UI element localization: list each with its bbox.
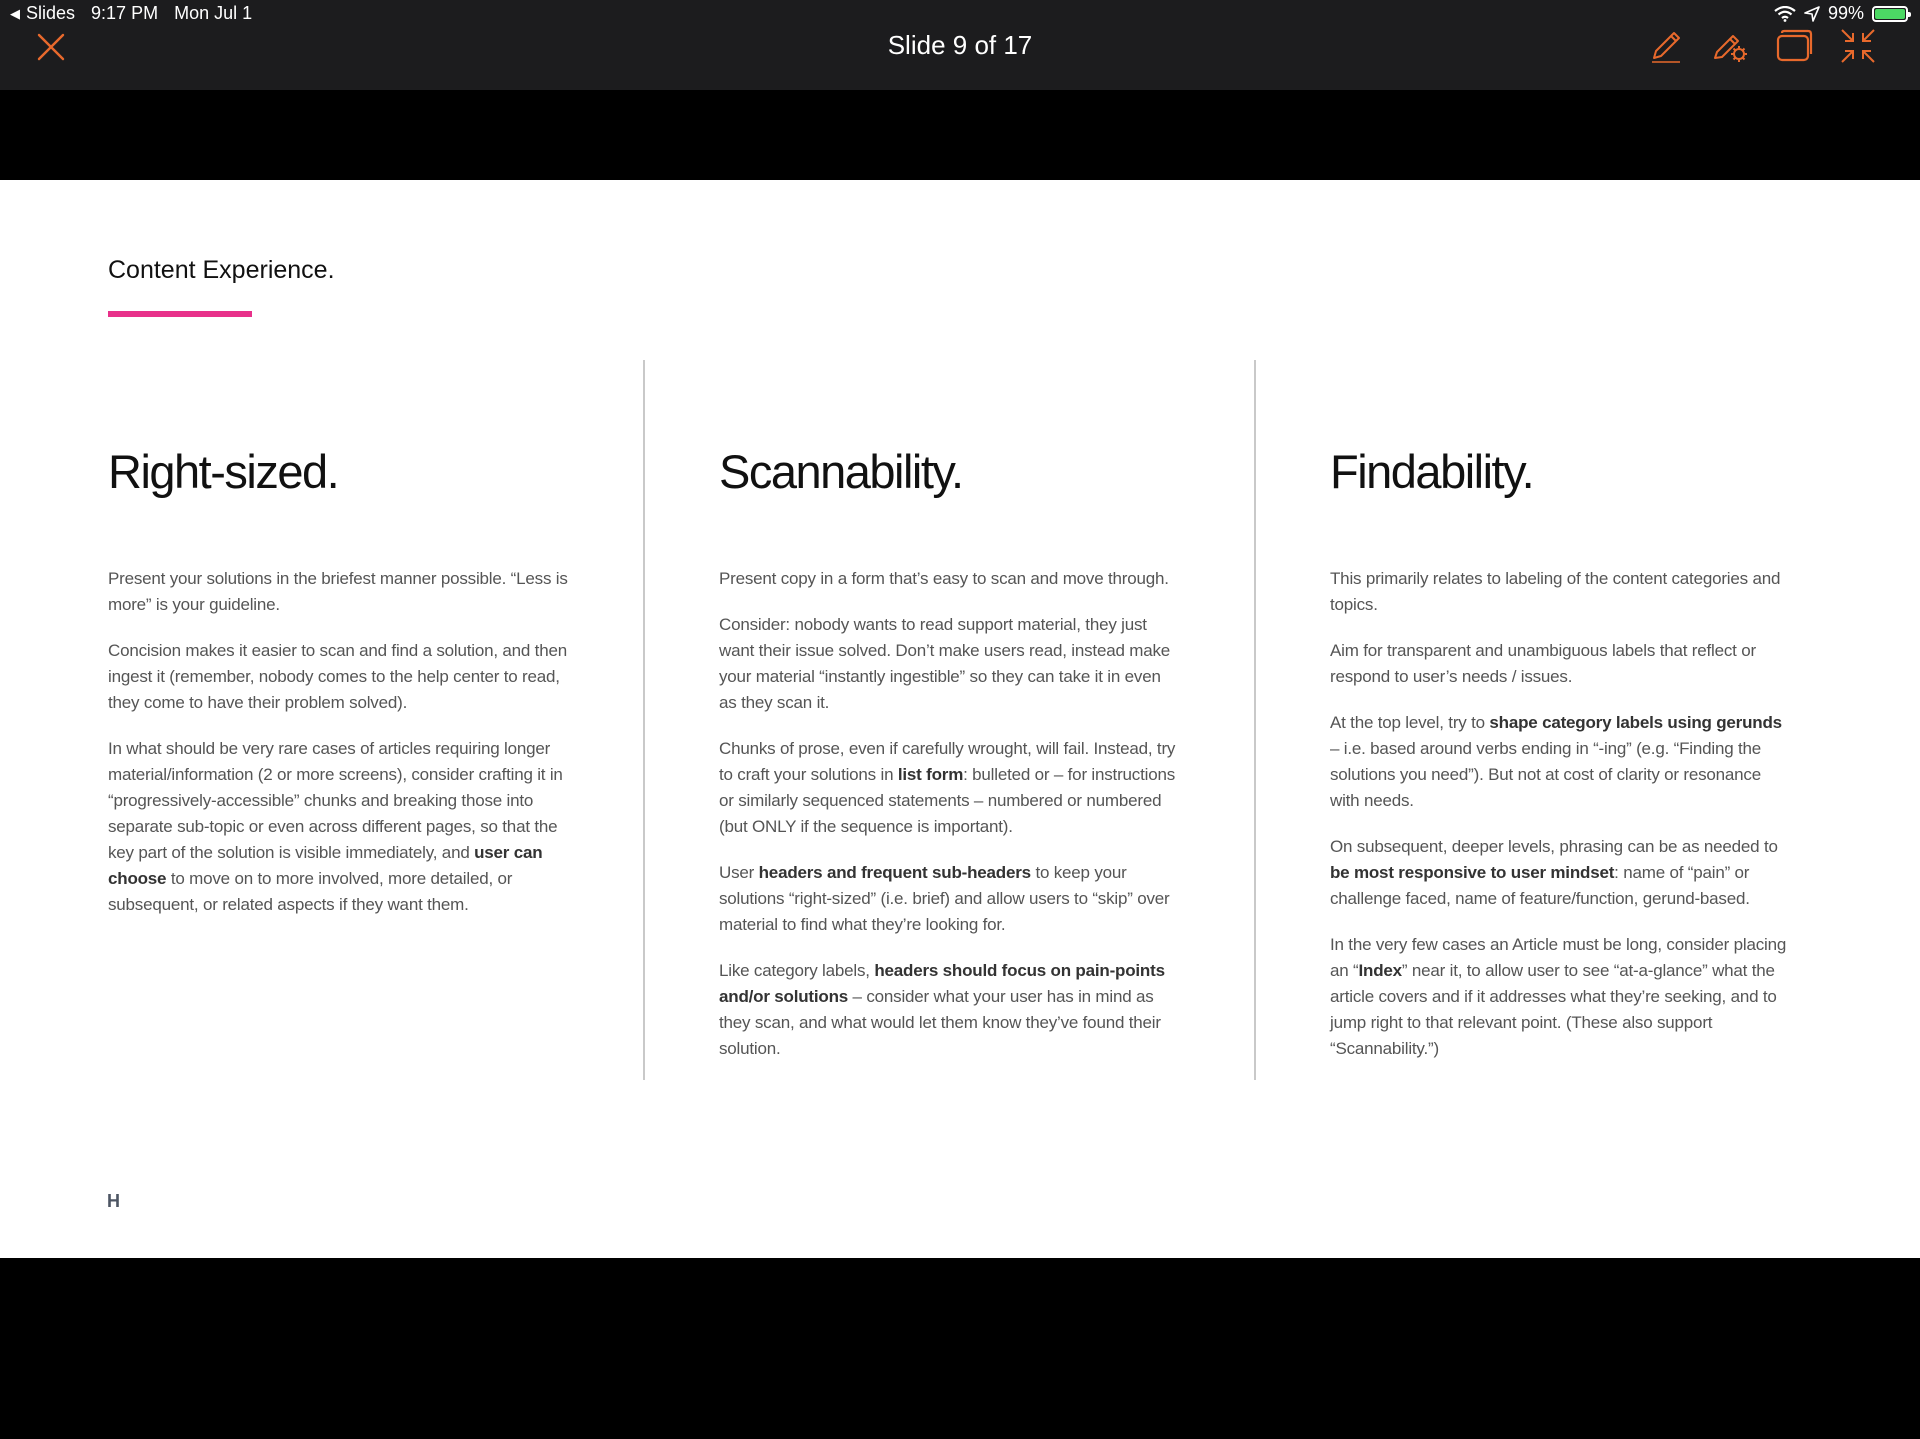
status-bar [0,0,1920,28]
column-divider [643,360,645,1080]
text-run: Consider: nobody wants to read support material, they just want their issue solved. Don’t make users read, instead make your material “instantly ingestible” so they can take it in even as they scan it. [719,615,1171,713]
text-run: – i.e. based around verbs ending in “-ing” (e.g. “Finding the solutions you need”). But not at cost of clarity or resonance with needs. [1330,739,1762,811]
back-arrow-icon[interactable]: ◀ [10,5,20,21]
slide-canvas[interactable] [0,180,1920,1258]
battery-fill [1875,9,1905,19]
text-run: Like category labels, [719,961,875,981]
text-run: User [719,863,759,883]
wifi-icon [1774,6,1796,22]
bold-text: Index [1358,961,1402,981]
paragraph [1330,834,1790,912]
bold-text: headers should focus on pain-points and/or solutions [719,961,1165,1007]
text-run: – consider what your user has in mind as they scan, and what would let them know they’ve found their solution. [719,987,1161,1059]
bold-text: list form [897,765,964,785]
bold-text: headers and frequent sub-headers [758,863,1031,883]
paragraph [1330,638,1790,690]
text-run: : bulleted or – for instructions or similarly sequenced statements – numbered or numbered (but ONLY if the sequence is important). [719,765,1176,837]
bold-text: be most responsive to user mindset [1330,863,1615,883]
column-title: Right-sized. [108,445,339,498]
title-underline [108,311,252,317]
slides-stack-button[interactable] [1774,26,1814,66]
paragraph [719,736,1179,840]
column-body [108,566,568,918]
column-divider [1254,360,1256,1080]
bold-text: shape category labels using gerunds [1489,713,1782,733]
battery-percent: 99% [1827,3,1864,23]
text-run: This primarily relates to labeling of the content categories and topics. [1330,569,1781,615]
paragraph [719,566,1179,592]
text-run: to move on to more involved, more detailed, or subsequent, or related aspects if they want them. [108,869,513,915]
column-body [719,566,1179,1062]
status-left [10,3,252,24]
text-run: to keep your solutions “right-sized” (i.e. brief) and allow users to “skip” over material to find what they’re looking for. [719,863,1170,935]
column-title: Findability. [1330,445,1534,498]
pencil-icon [1646,26,1686,66]
column-title: Scannability. [719,445,963,498]
text-run: ” near it, to allow user to see “at-a-glance” what the article covers and if it addresses what they’re seeking, and to jump right to that relevant point. (These also support “Scannability.”) [1330,961,1777,1059]
paragraph [108,736,568,918]
column-scannability [719,444,1179,1082]
exit-fullscreen-button[interactable] [1838,26,1878,66]
column-findability [1330,444,1790,1082]
text-run: : name of “pain” or challenge faced, name of feature/function, gerund-based. [1330,863,1750,909]
footer-logo: H [107,1191,120,1211]
paragraph [1330,932,1790,1062]
back-to-app-link[interactable]: Slides [26,3,76,23]
collapse-icon [1838,26,1878,66]
text-run: Aim for transparent and unambiguous labels that reflect or respond to user’s needs / issues. [1330,641,1756,687]
text-run: In the very few cases an Article must be long, consider placing an “ [1330,935,1787,981]
paragraph [719,612,1179,716]
text-run: Chunks of prose, even if carefully wrought, will fail. Instead, try to craft your solutions in [719,739,1176,785]
location-icon [1804,6,1820,22]
text-run: Concision makes it easier to scan and find a solution, and then ingest it (remember, nobody comes to the help center to read, they come to have their problem solved). [108,641,567,713]
status-time: 9:17 PM [91,3,159,23]
pen-settings-button[interactable] [1710,26,1750,66]
paragraph [719,958,1179,1062]
battery-icon [1872,6,1908,22]
top-toolbar [0,0,1920,90]
column-right-sized [108,444,568,938]
column-body [1330,566,1790,1062]
bold-text: user can choose [108,843,543,889]
slides-stack-icon [1774,26,1814,66]
battery-nub [1908,12,1911,17]
pencil-settings-icon [1710,26,1750,66]
text-run: Present copy in a form that’s easy to scan and move through. [719,569,1169,589]
section-title: Content Experience. [108,256,335,284]
paragraph [108,566,568,618]
paragraph [108,638,568,716]
text-run: At the top level, try to [1330,713,1490,733]
text-run: Present your solutions in the briefest manner possible. “Less is more” is your guideline. [108,569,568,615]
slide-counter: Slide 9 of 17 [887,30,1033,60]
paragraph [1330,710,1790,814]
status-date: Mon Jul 1 [174,3,253,23]
annotate-button[interactable] [1646,26,1686,66]
text-run: In what should be very rare cases of articles requiring longer material/information (2 or more screens), consider crafting it in “progressively-accessible” chunks and breaking those into separate sub-topic or even across different pages, so that the key part of the solution is visible immediately, and [108,739,563,863]
paragraph [1330,566,1790,618]
paragraph [719,860,1179,938]
status-right [1774,3,1908,24]
text-run: On subsequent, deeper levels, phrasing can be as needed to [1330,837,1778,857]
